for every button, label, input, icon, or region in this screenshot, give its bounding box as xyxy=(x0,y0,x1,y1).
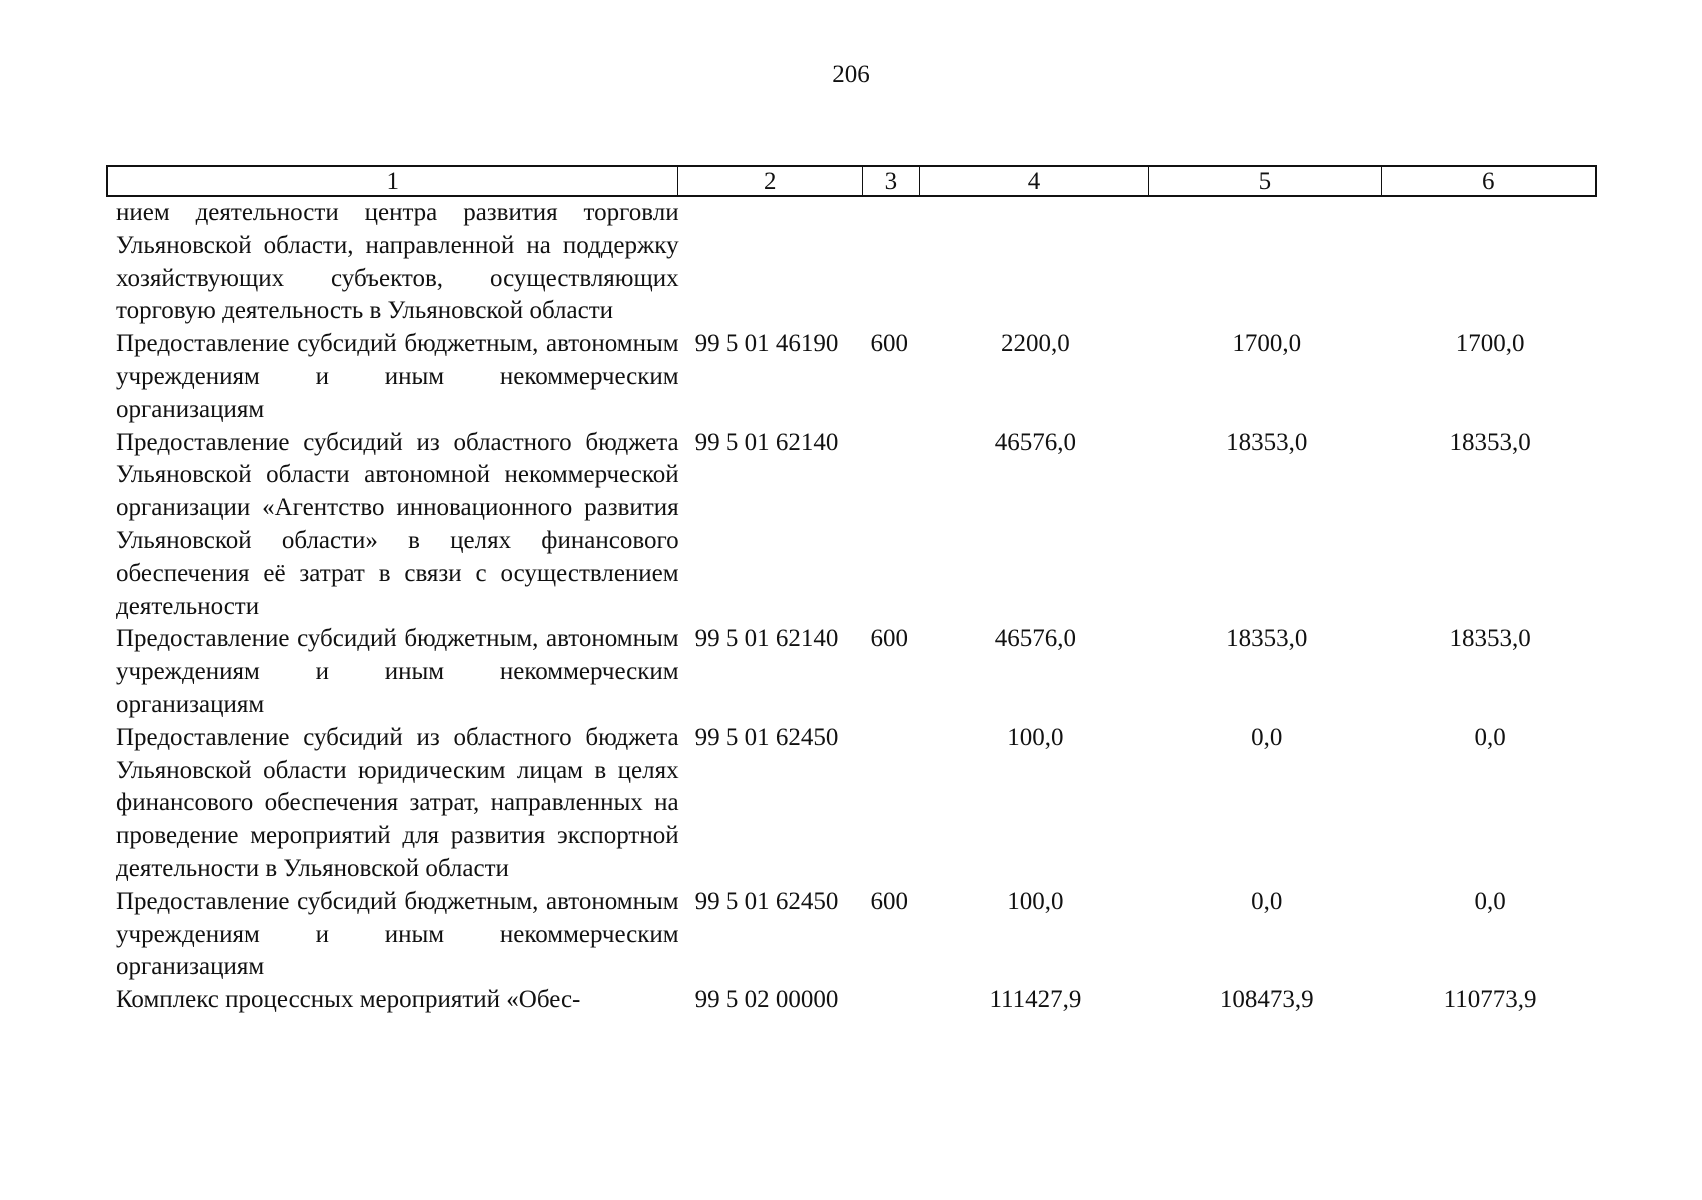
row-code: 99 5 01 62450 xyxy=(694,887,839,915)
table-row xyxy=(106,623,1597,721)
row-code: 99 5 02 00000 xyxy=(694,986,839,1014)
header-col-5: 5 xyxy=(1149,167,1381,195)
row-description: Комплекс процессных мероприятий «Обес- xyxy=(116,986,581,1014)
row-description: Предоставление субсидий бюджетным, автономным учреждениям и иным некоммерческим организациям xyxy=(116,625,679,718)
table-header xyxy=(106,165,1597,197)
row-vr xyxy=(864,722,921,886)
row-code: 99 5 01 62450 xyxy=(694,723,839,751)
row-value-6: 110773,9 xyxy=(1443,986,1537,1014)
table-row xyxy=(106,197,1597,328)
row-value-4: 2200,0 xyxy=(1001,330,1070,358)
row-value-6: 1700,0 xyxy=(1455,330,1525,358)
row-value-4: 100,0 xyxy=(1007,723,1064,751)
row-vr xyxy=(864,984,921,1017)
table-row xyxy=(106,722,1597,886)
row-value-6 xyxy=(1383,197,1597,328)
row-value-5: 18353,0 xyxy=(1226,625,1308,653)
row-value-6: 0,0 xyxy=(1474,723,1506,751)
table-row xyxy=(106,886,1597,984)
row-description: Предоставление субсидий из областного бюджета Ульяновской области юридическим лицам в целях финансового обеспечения затрат, направленных на проведение мероприятий для развития экспортной деятельности в Ульяновской области xyxy=(116,723,679,882)
page-number: 206 xyxy=(832,61,870,88)
row-vr xyxy=(864,197,921,328)
header-col-6: 6 xyxy=(1482,168,1495,195)
row-vr xyxy=(864,427,921,624)
row-value-6: 18353,0 xyxy=(1449,625,1531,653)
row-value-6: 0,0 xyxy=(1474,887,1506,915)
row-vr: 600 xyxy=(870,887,908,915)
row-value-4: 46576,0 xyxy=(994,428,1077,456)
header-col-3: 3 xyxy=(863,167,920,195)
row-code: 99 5 01 62140 xyxy=(694,428,839,456)
header-col-4: 4 xyxy=(920,167,1149,195)
row-value-5: 18353,0 xyxy=(1226,428,1308,456)
row-description: Предоставление субсидий из областного бюджета Ульяновской области автономной некоммерческой организации «Агентство инновационного развития Ульяновской области» в целях финансового обеспечения её затрат в связи с осуществлением деятельности xyxy=(116,428,679,620)
row-code xyxy=(679,197,864,328)
row-value-4: 46576,0 xyxy=(994,625,1077,653)
row-value-4: 100,0 xyxy=(1007,887,1064,915)
table-body xyxy=(106,197,1597,1017)
row-value-6: 18353,0 xyxy=(1449,428,1531,456)
header-col-2: 2 xyxy=(678,167,863,195)
row-value-5: 0,0 xyxy=(1251,723,1283,751)
row-value-5 xyxy=(1150,197,1383,328)
row-value-5: 1700,0 xyxy=(1232,330,1302,358)
row-vr: 600 xyxy=(870,330,908,358)
row-description: Предоставление субсидий бюджетным, автономным учреждениям и иным некоммерческим организациям xyxy=(116,887,679,981)
header-col-1: 1 xyxy=(108,167,678,195)
row-value-4: 111427,9 xyxy=(989,986,1082,1014)
row-value-5: 108473,9 xyxy=(1219,986,1314,1014)
row-description: нием деятельности центра развития торговли Ульяновской области, направленной на поддержку хозяйствующих субъектов, осуществляющих торговую деятельность в Ульяновской области xyxy=(116,199,679,325)
row-code: 99 5 01 62140 xyxy=(694,625,839,653)
row-code: 99 5 01 46190 xyxy=(694,330,839,358)
row-value-4 xyxy=(920,197,1150,328)
row-description: Предоставление субсидий бюджетным, автономным учреждениям и иным некоммерческим организациям xyxy=(116,330,679,423)
table-row xyxy=(106,984,1597,1017)
row-vr: 600 xyxy=(870,625,908,653)
table-row xyxy=(106,427,1597,624)
row-value-5: 0,0 xyxy=(1251,887,1283,915)
table-row xyxy=(106,328,1597,426)
